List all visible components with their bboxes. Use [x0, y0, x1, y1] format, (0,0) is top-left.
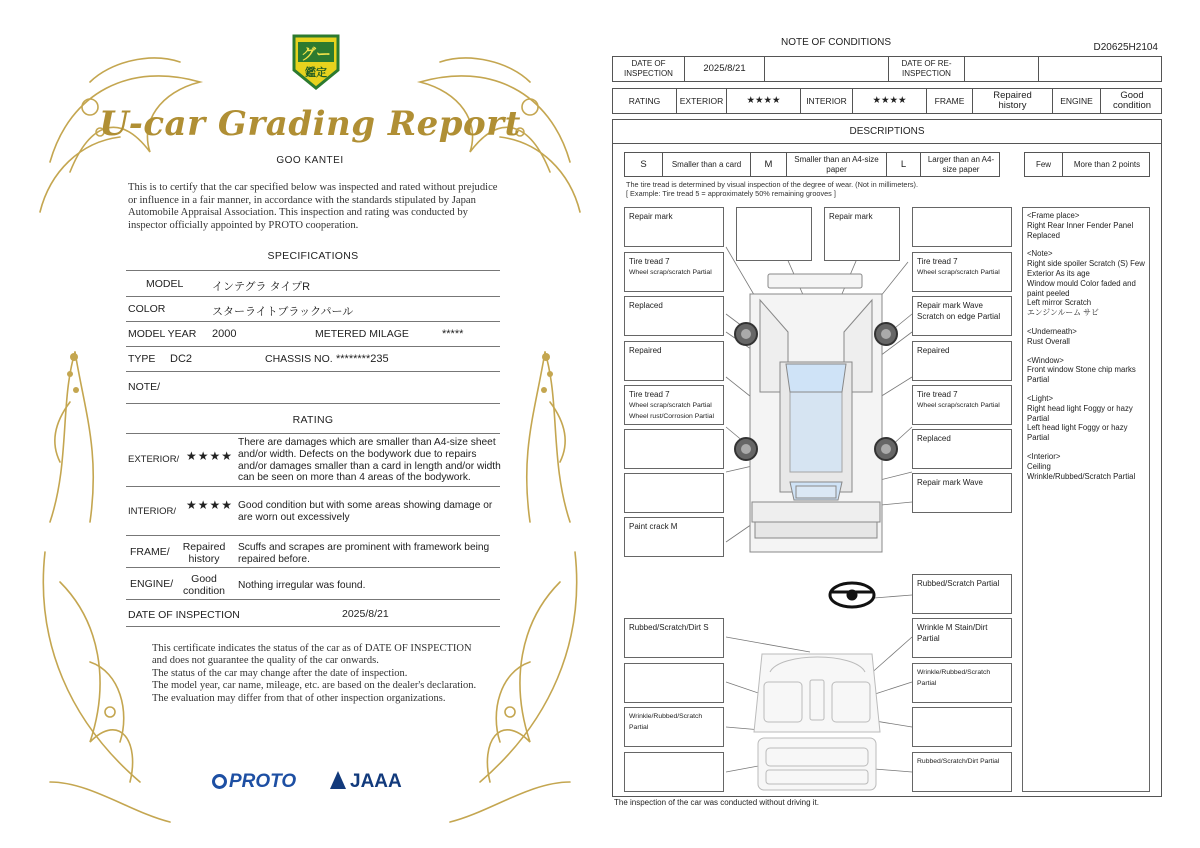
legend-item: Ceiling: [1027, 461, 1051, 471]
damage-note-text: Wrinkle/Rubbed/Scratch Partial: [629, 713, 703, 731]
interior-stars: ★★★★: [186, 498, 234, 512]
exterior-label: EXTERIOR/: [128, 454, 180, 465]
specifications-heading: SPECIFICATIONS: [267, 250, 359, 262]
proto-circle-icon: [212, 774, 227, 789]
frame-description: Scuffs and scrapes are prominent with framework being repaired before.: [238, 542, 490, 565]
footnote-line: The status of the car may change after the date of inspection.: [152, 667, 408, 679]
divider: [126, 296, 500, 297]
issuer-logos: [212, 768, 412, 798]
window-group: [1027, 356, 1145, 385]
damage-note-text: Wheel scrap/scratch Partial: [629, 402, 712, 409]
empty-cell: [765, 57, 889, 81]
damage-note-box: [624, 429, 724, 469]
size-s-description: Smaller than a card: [663, 153, 751, 176]
divider: [126, 599, 500, 600]
footnote-line: This certificate indicates the status of the car as of DATE OF INSPECTION and does not guarantee the quality of the car onwards.: [152, 643, 472, 667]
type-label: TYPE: [128, 353, 156, 365]
jaaa-logo: [330, 771, 402, 793]
damage-note-text: Tire tread 7: [629, 257, 670, 266]
few-label: Few: [1025, 153, 1063, 176]
underneath-group: [1027, 327, 1145, 347]
legend-item: Right Rear Inner Fender Panel Replaced: [1027, 220, 1134, 240]
date-row: [612, 56, 1162, 82]
legend-item: Right side spoiler Scratch (S) Few: [1027, 259, 1145, 269]
legend-item: Rust Overall: [1027, 336, 1070, 346]
legend-item: Window mould Color faded and paint peeled: [1027, 278, 1136, 298]
date-of-inspection-label: DATE OF INSPECTION: [128, 609, 240, 621]
damage-note-text: Rubbed/Scratch Partial: [917, 579, 1000, 588]
engine-label: ENGINE: [1053, 89, 1101, 113]
damage-note-box: [824, 207, 900, 261]
reinspection-label: DATE OF RE-INSPECTION: [889, 57, 965, 81]
damage-note-text: Rubbed/Scratch/Dirt Partial: [917, 758, 1000, 765]
damage-note-text: Repair mark Wave: [917, 478, 983, 487]
few-legend: [1024, 152, 1150, 177]
frame-label: FRAME/: [130, 546, 170, 558]
damage-note-text: Wheel scrap/scratch Partial: [917, 269, 1000, 276]
damage-note-box: [912, 473, 1012, 513]
certificate-title: U-car Grading Report: [99, 104, 521, 144]
inspection-disclaimer: The inspection of the car was conducted without driving it.: [614, 798, 819, 807]
divider: [126, 567, 500, 568]
legend-heading: <Frame place>: [1027, 211, 1080, 220]
damage-note-box: [912, 385, 1012, 425]
size-m: M: [751, 153, 787, 176]
legend-heading: <Window>: [1027, 355, 1064, 365]
divider: [126, 371, 500, 372]
footnote-line: The evaluation may differ from that of other inspection organizations.: [152, 692, 446, 704]
proto-logo: [212, 771, 296, 793]
type-value: DC2: [170, 353, 193, 365]
legend-item: Wrinkle/Rubbed/Scratch Partial: [1027, 471, 1136, 481]
certificate-footnote: [152, 643, 482, 705]
date-of-inspection-label: DATE OF INSPECTION: [613, 57, 685, 81]
noc-title: NOTE OF CONDITIONS: [781, 37, 891, 48]
exterior-description: There are damages which are smaller than A4-size sheet and/or width. Defects on the bodywork due to repairs and/or damages smaller than a card in length and/or width can be seen on more than 4 areas of the bodywork.: [238, 437, 501, 484]
damage-note-box: [912, 252, 1012, 292]
tire-note: The tire tread is determined by visual inspection of the degree of wear. (Not in millimeters).: [626, 180, 919, 189]
interior-group: [1027, 452, 1145, 481]
damage-note-box: [624, 707, 724, 747]
interior-description: Good condition but with some areas showing damage or are worn out excessively: [238, 500, 493, 523]
damage-note-text: Wrinkle/Rubbed/Scratch Partial: [917, 669, 991, 687]
chassis-value: ********235: [336, 353, 389, 365]
color-label: COLOR: [128, 303, 166, 315]
date-of-inspection-value: 2025/8/21: [342, 608, 389, 620]
interior-label: INTERIOR/: [128, 506, 177, 517]
damage-note-text: Repaired: [917, 346, 950, 355]
jaaa-mark-icon: [330, 771, 346, 789]
few-description: More than 2 points: [1073, 159, 1141, 169]
damage-note-text: Wheel rust/Corrosion Partial: [629, 413, 714, 420]
damage-note-text: Tire tread 7: [917, 257, 958, 266]
date-of-inspection-value: 2025/8/21: [685, 57, 765, 81]
divider: [126, 433, 500, 434]
grading-certificate: [30, 22, 590, 832]
model-year-label: MODEL YEAR: [128, 328, 197, 340]
damage-note-text: Repair mark: [829, 212, 873, 221]
size-m-description: Smaller than an A4-size paper: [787, 153, 887, 176]
size-s: S: [625, 153, 663, 176]
damage-note-text: Rubbed/Scratch/Dirt S: [629, 623, 709, 632]
chassis-label: CHASSIS NO.: [265, 353, 333, 365]
legend-item: Front window Stone chip marks Partial: [1027, 365, 1136, 385]
damage-note-box: [624, 341, 724, 381]
certificate-subtitle: GOO KANTEI: [276, 155, 344, 166]
damage-note-text: Wrinkle M Stain/Dirt Partial: [917, 623, 988, 643]
size-l: L: [887, 153, 921, 176]
interior-label: INTERIOR: [801, 89, 853, 113]
certificate-statement: This is to certify that the car specified below was inspected and rated without prejudice or influence in a fair manner, in accordance with the standards stipulated by Japan Automobile Appraisal Association. This inspection and rating was conducted by inspector officially appointed by PROTO cooperation.: [128, 182, 498, 231]
legend-item: Right head light Foggy or hazy Partial: [1027, 403, 1133, 423]
legend-heading: <Underneath>: [1027, 326, 1077, 336]
model-year-value: 2000: [212, 328, 237, 340]
divider: [126, 535, 500, 536]
damage-note-box: [624, 752, 724, 792]
size-l-description: Larger than an A4-size paper: [927, 154, 995, 174]
proto-logo-text: PROTO: [229, 771, 297, 792]
frame-label: FRAME: [927, 89, 973, 113]
damage-note-box: [912, 341, 1012, 381]
damage-note-box: [912, 618, 1012, 658]
exterior-stars: ★★★★: [727, 89, 801, 113]
divider: [126, 626, 500, 627]
frame-value: Repaired history: [182, 541, 226, 565]
damage-note-box: [912, 207, 1012, 247]
damage-note-text: Tire tread 7: [917, 390, 958, 399]
legend-item: Exterior As its age: [1027, 268, 1090, 278]
note-group: [1027, 249, 1145, 318]
damage-note-text: Replaced: [917, 434, 951, 443]
frame-place-group: [1027, 211, 1145, 240]
damage-note-text: Paint crack M: [629, 522, 678, 531]
document-id: D20625H2104: [1093, 42, 1158, 53]
damage-note-box: [624, 252, 724, 292]
damage-note-box: [624, 517, 724, 557]
note-label: NOTE/: [128, 381, 161, 393]
rating-heading: RATING: [292, 414, 334, 426]
damage-note-box: [624, 618, 724, 658]
legend-heading: <Note>: [1027, 249, 1053, 259]
footnote-line: The model year, car name, mileage, etc. are based on the dealer's declaration.: [152, 680, 477, 692]
empty-cell: [965, 57, 1039, 81]
condition-legend: [1022, 207, 1150, 792]
light-group: [1027, 394, 1145, 443]
interior-stars: ★★★★: [853, 89, 927, 113]
exterior-label: EXTERIOR: [677, 89, 727, 113]
damage-note-box: [912, 663, 1012, 703]
color-value: スターライトブラックパール: [212, 306, 354, 318]
damage-note-box: [912, 296, 1012, 336]
tire-example-note: [ Example: Tire tread 5 = approximately 50% remaining grooves ]: [626, 189, 836, 198]
divider: [126, 346, 500, 347]
model-label: MODEL: [146, 278, 184, 290]
divider: [126, 270, 500, 271]
damage-note-text: Wheel scrap/scratch Partial: [629, 269, 712, 276]
damage-note-box: [624, 207, 724, 247]
empty-cell: [1039, 57, 1163, 81]
engine-description: Nothing irregular was found.: [238, 580, 366, 591]
engine-value: Good condition: [182, 573, 226, 597]
damage-note-box: [912, 429, 1012, 469]
damage-note-text: Replaced: [629, 301, 663, 310]
svg-text:グー: グー: [300, 45, 332, 63]
model-value: インテグラ タイプR: [212, 281, 311, 293]
legend-item: エンジンルーム サビ: [1027, 308, 1099, 318]
engine-value: Good condition: [1112, 90, 1152, 111]
exterior-stars: ★★★★: [186, 449, 234, 463]
damage-note-text: Tire tread 7: [629, 390, 670, 399]
damage-note-box: [624, 296, 724, 336]
damage-note-box: [912, 574, 1012, 614]
jaaa-logo-text: JAAA: [350, 771, 402, 792]
damage-note-text: Repair mark Wave Scratch on edge Partial: [917, 301, 1001, 321]
rating-row: [612, 88, 1162, 114]
damage-note-box: [912, 707, 1012, 747]
badge-label: 鑑定: [305, 67, 327, 79]
rating-label: RATING: [613, 89, 677, 113]
divider: [126, 486, 500, 487]
damage-note-text: Wheel scrap/scratch Partial: [917, 402, 1000, 409]
goo-kantei-badge-icon: [288, 30, 344, 92]
damage-note-box: [912, 752, 1012, 792]
damage-note-text: Repaired: [629, 346, 662, 355]
divider: [126, 403, 500, 404]
legend-heading: <Interior>: [1027, 451, 1061, 461]
metered-mileage-value: *****: [442, 328, 464, 340]
legend-heading: <Light>: [1027, 393, 1054, 403]
size-legend: [624, 152, 1000, 177]
damage-note-box: [624, 385, 724, 425]
legend-item: Left head light Foggy or hazy Partial: [1027, 423, 1128, 443]
frame-value: Repaired history: [973, 89, 1053, 113]
metered-mileage-label: METERED MILAGE: [315, 328, 409, 340]
engine-label: ENGINE/: [130, 578, 174, 590]
note-of-conditions: [610, 32, 1166, 812]
descriptions-heading: DESCRIPTIONS: [613, 120, 1161, 144]
damage-note-box: [736, 207, 812, 261]
divider: [126, 321, 500, 322]
damage-note-box: [624, 663, 724, 703]
damage-note-box: [624, 473, 724, 513]
legend-item: Left mirror Scratch: [1027, 298, 1092, 308]
damage-note-text: Repair mark: [629, 212, 673, 221]
